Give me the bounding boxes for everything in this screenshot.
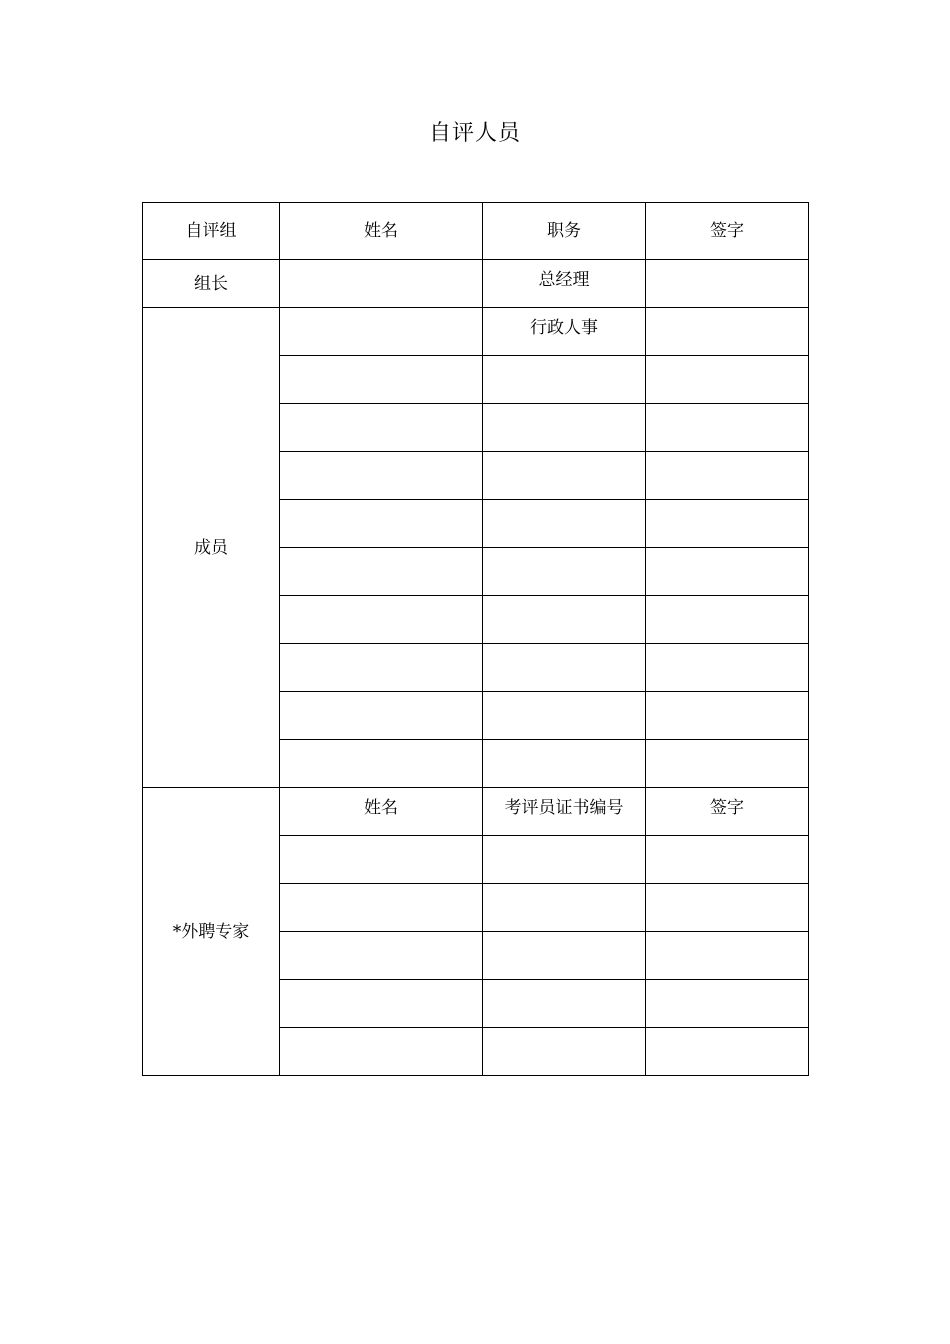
member-position-cell[interactable] <box>483 740 646 788</box>
member-signature-cell[interactable] <box>646 404 809 452</box>
expert-signature-cell[interactable] <box>646 932 809 980</box>
member-position-cell[interactable] <box>483 692 646 740</box>
member-name-cell[interactable] <box>280 356 483 404</box>
expert-certificate-cell[interactable] <box>483 932 646 980</box>
expert-certificate-cell[interactable] <box>483 836 646 884</box>
member-position-cell[interactable] <box>483 596 646 644</box>
member-signature-cell[interactable] <box>646 548 809 596</box>
expert-header-row <box>143 788 809 836</box>
member-name-cell[interactable] <box>280 644 483 692</box>
header-position: 职务 <box>483 203 646 260</box>
expert-name-cell[interactable] <box>280 836 483 884</box>
self-evaluation-table <box>142 202 809 1076</box>
member-name-cell[interactable] <box>280 692 483 740</box>
member-name-cell[interactable] <box>280 500 483 548</box>
header-group: 自评组 <box>143 203 280 260</box>
leader-name-cell[interactable] <box>280 260 483 308</box>
member-position-cell[interactable] <box>483 404 646 452</box>
member-position-cell[interactable] <box>483 548 646 596</box>
member-signature-cell[interactable] <box>646 740 809 788</box>
member-row <box>143 308 809 356</box>
experts-label: *外聘专家 <box>143 788 280 1076</box>
member-name-cell[interactable] <box>280 740 483 788</box>
header-row <box>143 203 809 260</box>
member-name-cell[interactable] <box>280 452 483 500</box>
expert-header-signature: 签字 <box>646 788 809 836</box>
leader-position-cell: 总经理 <box>483 260 646 308</box>
member-signature-cell[interactable] <box>646 692 809 740</box>
expert-header-certificate: 考评员证书编号 <box>483 788 646 836</box>
header-signature: 签字 <box>646 203 809 260</box>
member-signature-cell[interactable] <box>646 452 809 500</box>
members-label: 成员 <box>143 308 280 788</box>
member-signature-cell[interactable] <box>646 500 809 548</box>
expert-signature-cell[interactable] <box>646 980 809 1028</box>
member-name-cell[interactable] <box>280 548 483 596</box>
leader-signature-cell[interactable] <box>646 260 809 308</box>
member-position-cell[interactable] <box>483 356 646 404</box>
member-position-cell[interactable] <box>483 500 646 548</box>
expert-signature-cell[interactable] <box>646 884 809 932</box>
expert-signature-cell[interactable] <box>646 836 809 884</box>
expert-signature-cell[interactable] <box>646 1028 809 1076</box>
expert-header-name: 姓名 <box>280 788 483 836</box>
expert-certificate-cell[interactable] <box>483 1028 646 1076</box>
expert-name-cell[interactable] <box>280 980 483 1028</box>
page-title: 自评人员 <box>428 121 521 146</box>
member-position-cell[interactable] <box>483 452 646 500</box>
expert-name-cell[interactable] <box>280 884 483 932</box>
expert-name-cell[interactable] <box>280 1028 483 1076</box>
expert-certificate-cell[interactable] <box>483 884 646 932</box>
member-name-cell[interactable] <box>280 404 483 452</box>
expert-certificate-cell[interactable] <box>483 980 646 1028</box>
member-signature-cell[interactable] <box>646 644 809 692</box>
member-signature-cell[interactable] <box>646 308 809 356</box>
header-name: 姓名 <box>280 203 483 260</box>
expert-name-cell[interactable] <box>280 932 483 980</box>
member-signature-cell[interactable] <box>646 356 809 404</box>
member-position-cell[interactable] <box>483 644 646 692</box>
leader-label: 组长 <box>143 260 280 308</box>
member-signature-cell[interactable] <box>646 596 809 644</box>
member-position-cell: 行政人事 <box>483 308 646 356</box>
member-name-cell[interactable] <box>280 596 483 644</box>
leader-row <box>143 260 809 308</box>
member-name-cell[interactable] <box>280 308 483 356</box>
